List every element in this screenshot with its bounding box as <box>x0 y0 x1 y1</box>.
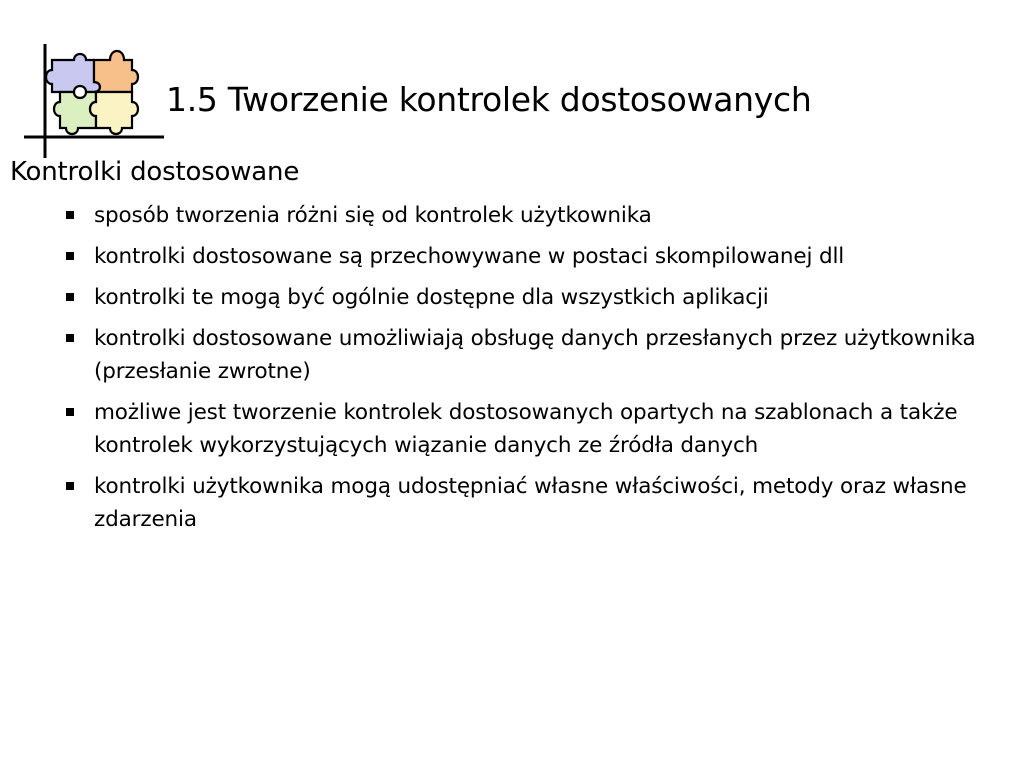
bullet-item <box>10 322 1016 388</box>
bullet-text: kontrolki dostosowane umożliwiają obsługę danych przesłanych przez użytkownika (przesłanie zwrotne) <box>94 326 976 384</box>
puzzle-logo-icon <box>24 40 164 160</box>
puzzle-piece-blue <box>46 54 100 92</box>
bullet-marker-icon <box>66 482 74 490</box>
bullet-item <box>10 199 1016 232</box>
bullet-item <box>10 281 1016 314</box>
bullet-marker-icon <box>66 408 74 416</box>
bullet-marker-icon <box>66 293 74 301</box>
bullet-item <box>10 470 1016 536</box>
puzzle-piece-green <box>54 92 96 134</box>
bullet-text: kontrolki dostosowane są przechowywane w postaci skompilowanej dll <box>94 244 845 269</box>
bullet-marker-icon <box>66 252 74 260</box>
bullet-item <box>10 396 1016 462</box>
slide-content <box>10 153 1016 544</box>
bullet-text: możliwe jest tworzenie kontrolek dostosowanych opartych na szablonach a także kontrolek wykorzystujących wiązanie danych ze źródła danych <box>94 400 958 458</box>
bullet-list <box>10 199 1016 536</box>
bullet-marker-icon <box>66 211 74 219</box>
puzzle-piece-yellow <box>90 92 138 134</box>
bullet-text: kontrolki użytkownika mogą udostępniać własne właściwości, metody oraz własne zdarzenia <box>94 474 967 532</box>
puzzle-piece-orange <box>94 51 138 92</box>
section-heading: Kontrolki dostosowane <box>10 157 300 187</box>
puzzle-pieces-icon <box>24 40 164 160</box>
bullet-text: sposób tworzenia różni się od kontrolek użytkownika <box>94 203 652 228</box>
bullet-text: kontrolki te mogą być ogólnie dostępne dla wszystkich aplikacji <box>94 285 769 310</box>
slide-title: 1.5 Tworzenie kontrolek dostosowanych <box>166 80 812 119</box>
bullet-marker-icon <box>66 334 74 342</box>
bullet-item <box>10 240 1016 273</box>
